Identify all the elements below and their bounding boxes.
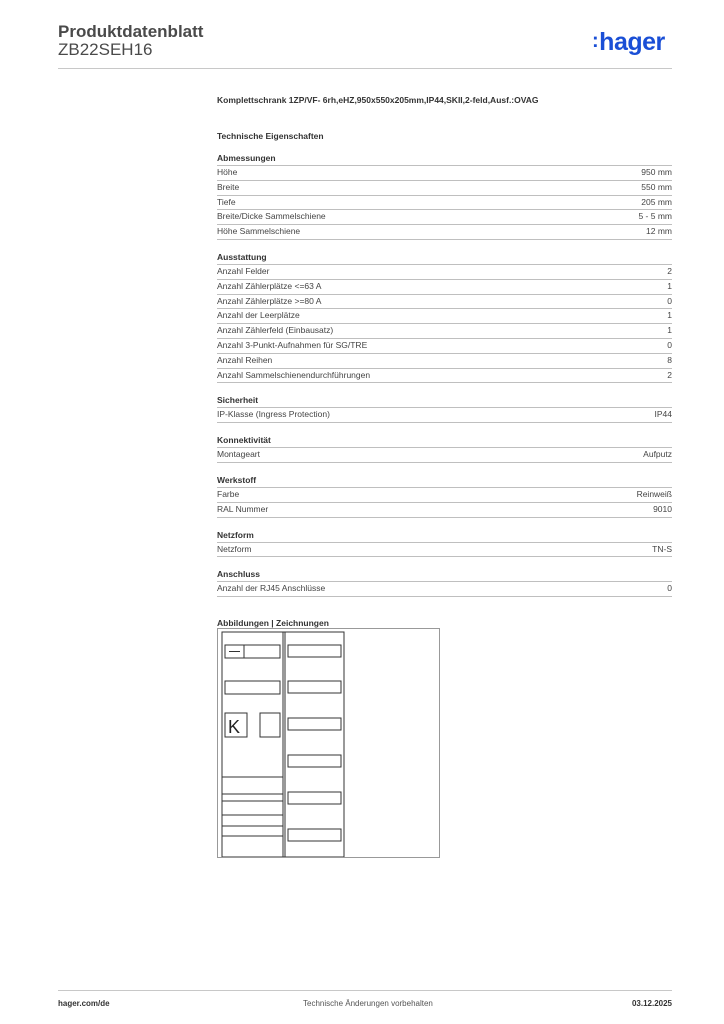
property-label: Netzform — [217, 543, 252, 554]
group-title: Konnektivität — [217, 434, 672, 448]
footer-notice: Technische Änderungen vorbehalten — [303, 999, 433, 1008]
property-value: 8 — [667, 354, 672, 365]
product-code: ZB22SEH16 — [58, 40, 153, 59]
property-groups — [217, 152, 672, 597]
property-row — [217, 196, 672, 211]
property-value: Reinweiß — [636, 488, 672, 499]
property-label: Breite — [217, 181, 240, 192]
property-row — [217, 295, 672, 310]
property-value: 2 — [667, 369, 672, 380]
property-row — [217, 369, 672, 384]
footer-date: 03.12.2025 — [631, 999, 672, 1008]
group-title: Netzform — [217, 529, 672, 543]
meter-label: K — [228, 717, 241, 737]
group-title: Abmessungen — [217, 152, 672, 166]
property-value: TN-S — [652, 543, 672, 554]
property-row — [217, 265, 672, 280]
property-label: Anzahl Zählerplätze >=80 A — [217, 295, 322, 306]
right-slot-1 — [288, 645, 341, 657]
section-title-technical: Technische Eigenschaften — [217, 131, 324, 141]
property-label: IP-Klasse (Ingress Protection) — [217, 409, 330, 420]
property-group — [217, 434, 672, 463]
group-title: Ausstattung — [217, 251, 672, 265]
property-value: 0 — [667, 583, 672, 594]
property-value: Aufputz — [643, 449, 672, 460]
property-label: Anzahl Zählerfeld (Einbausatz) — [217, 325, 334, 336]
property-label: Anzahl Reihen — [217, 354, 273, 365]
group-title: Sicherheit — [217, 394, 672, 408]
property-label: Anzahl der Leerplätze — [217, 310, 300, 321]
property-group — [217, 251, 672, 383]
property-label: Tiefe — [217, 196, 236, 207]
hager-logo — [592, 28, 665, 57]
property-value: 9010 — [653, 503, 672, 514]
property-row — [217, 488, 672, 503]
property-group — [217, 474, 672, 518]
property-group — [217, 152, 672, 240]
group-title: Werkstoff — [217, 474, 672, 488]
property-value: 12 mm — [646, 226, 672, 237]
property-label: RAL Nummer — [217, 503, 269, 514]
product-description: Komplettschrank 1ZP/VF- 6rh,eHZ,950x550x205mm,IP44,SKII,2-feld,Ausf.:OVAG — [217, 95, 539, 105]
property-row — [217, 503, 672, 518]
section-title-images: Abbildungen | Zeichnungen — [217, 618, 329, 629]
left-slot-3 — [260, 713, 280, 737]
property-row — [217, 324, 672, 339]
property-value: 1 — [667, 310, 672, 321]
property-value: 1 — [667, 325, 672, 336]
header-divider — [58, 68, 672, 69]
footer-website-link[interactable]: hager.com/de — [58, 999, 110, 1008]
property-row — [217, 181, 672, 196]
property-label: Breite/Dicke Sammelschiene — [217, 211, 326, 222]
property-row — [217, 354, 672, 369]
property-label: Anzahl der RJ45 Anschlüsse — [217, 583, 326, 594]
property-label: Höhe — [217, 167, 238, 177]
property-row — [217, 225, 672, 240]
footer-divider — [58, 990, 672, 991]
right-slot-6 — [288, 829, 341, 841]
property-group — [217, 529, 672, 558]
property-row — [217, 339, 672, 354]
property-value: IP44 — [654, 409, 672, 420]
property-row — [217, 280, 672, 295]
datasheet-content — [217, 95, 672, 628]
right-slot-5 — [288, 792, 341, 804]
property-label: Höhe Sammelschiene — [217, 226, 301, 237]
property-row — [217, 210, 672, 225]
property-label: Farbe — [217, 488, 240, 499]
property-row — [217, 543, 672, 558]
property-row — [217, 166, 672, 181]
property-value: 950 mm — [641, 167, 672, 177]
cabinet-drawing-svg — [218, 629, 439, 857]
property-label: Anzahl 3-Punkt-Aufnahmen für SG/TRE — [217, 339, 368, 350]
property-row — [217, 408, 672, 423]
property-value: 1 — [667, 280, 672, 291]
property-group — [217, 394, 672, 423]
logo-dots-icon: : — [592, 30, 599, 52]
property-value: 0 — [667, 295, 672, 306]
right-slot-2 — [288, 681, 341, 693]
property-value: 550 mm — [641, 181, 672, 192]
right-slot-4 — [288, 755, 341, 767]
property-row — [217, 582, 672, 597]
property-label: Anzahl Zählerplätze <=63 A — [217, 280, 322, 291]
property-value: 5 - 5 mm — [638, 211, 672, 222]
property-group — [217, 568, 672, 597]
logo-text: hager — [599, 28, 665, 56]
property-label: Anzahl Felder — [217, 265, 270, 276]
page-title: Produktdatenblatt — [58, 22, 204, 41]
right-slot-3 — [288, 718, 341, 730]
property-value: 205 mm — [641, 196, 672, 207]
left-slot-2 — [225, 681, 280, 694]
property-value: 2 — [667, 265, 672, 276]
property-row — [217, 448, 672, 463]
property-value: 0 — [667, 339, 672, 350]
cabinet-drawing — [217, 628, 440, 858]
property-label: Anzahl Sammelschienendurchführungen — [217, 369, 371, 380]
group-title: Anschluss — [217, 568, 672, 582]
property-label: Montageart — [217, 449, 260, 460]
property-row — [217, 309, 672, 324]
